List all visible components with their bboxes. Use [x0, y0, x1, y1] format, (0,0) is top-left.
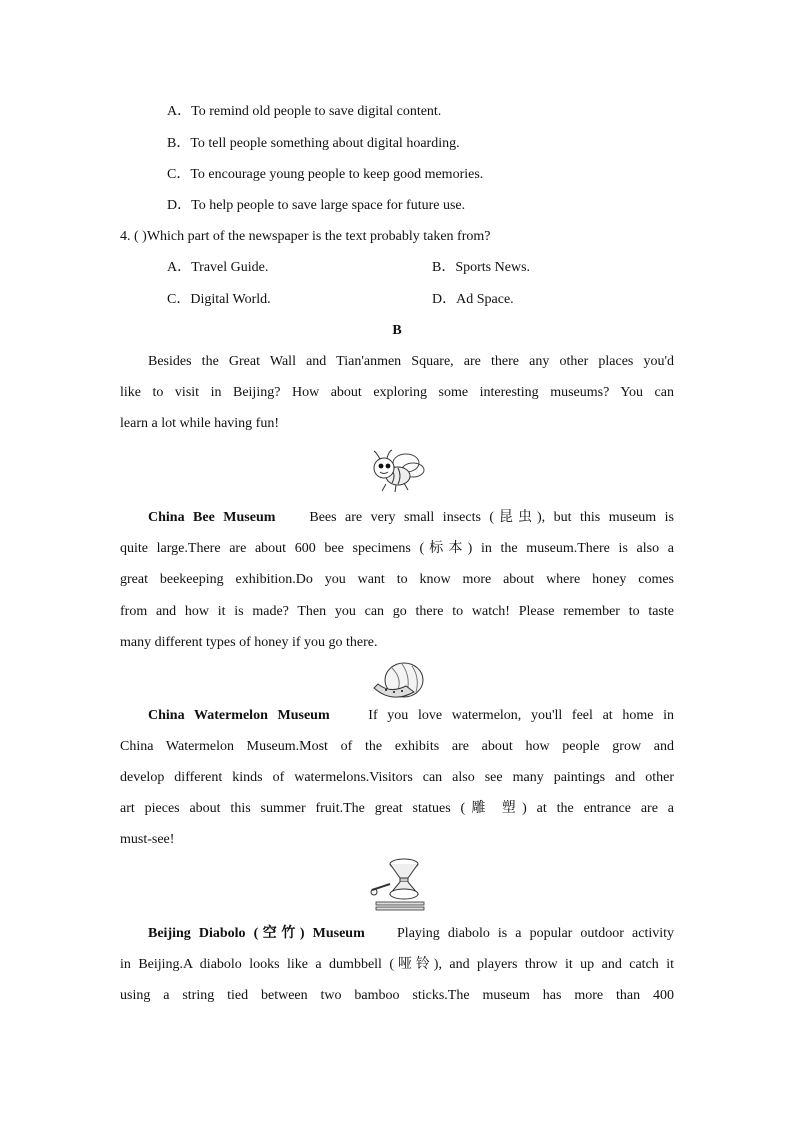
- bee-paragraph-line-3: great beekeeping exhibition.Do you want to know more about where honey comes: [120, 572, 674, 587]
- q4-option-c: C．Digital World.: [167, 292, 271, 307]
- watermelon-paragraph-line-5: must-see!: [120, 832, 175, 847]
- q3-option-d: D．To help people to save large space for future use.: [167, 198, 466, 213]
- intro-line-2: like to visit in Beijing? How about exploring some interesting museums? You can: [120, 385, 674, 400]
- diabolo-paragraph-line-3: using a string tied between two bamboo sticks.The museum has more than 400: [120, 988, 674, 1003]
- bee-paragraph-line-2: quite large.There are about 600 bee specimens (标本) in the museum.There is also a: [120, 541, 674, 556]
- bee-paragraph-line-1: China Bee Museum Bees are very small insects (昆虫), but this museum is: [148, 510, 674, 525]
- q3-option-c: C．To encourage young people to keep good memories.: [167, 167, 484, 182]
- q4-option-a: A．Travel Guide.: [167, 260, 269, 275]
- q4-option-b: B．Sports News.: [432, 260, 531, 275]
- watermelon-museum-title: China Watermelon Museum: [148, 708, 330, 723]
- diabolo-paragraph-line-1: Beijing Diabolo (空竹) Museum Playing diabolo is a popular outdoor activity: [148, 926, 675, 941]
- q3-option-b: B．To tell people something about digital hoarding.: [167, 136, 460, 151]
- diabolo-paragraph-line-2: in Beijing.A diabolo looks like a dumbbell (哑铃), and players throw it up and catch it: [120, 957, 674, 972]
- diabolo-illustration-icon: [366, 856, 430, 914]
- q3-option-a: A．To remind old people to save digital content.: [167, 104, 442, 119]
- bee-paragraph-line-4: from and how it is made? Then you can go there to watch! Please remember to taste: [120, 604, 674, 619]
- watermelon-paragraph-line-2: China Watermelon Museum.Most of the exhibits are about how people grow and: [120, 739, 674, 754]
- q4-option-d: D．Ad Space.: [432, 292, 514, 307]
- q4-stem: 4. ( )Which part of the newspaper is the text probably taken from?: [120, 229, 491, 244]
- section-heading: B: [392, 323, 402, 338]
- bee-paragraph-line-5: many different types of honey if you go there.: [120, 635, 378, 650]
- watermelon-paragraph-line-4: art pieces about this summer fruit.The great statues (雕 塑) at the entrance are a: [120, 801, 674, 816]
- bee-museum-title: China Bee Museum: [148, 510, 276, 525]
- diabolo-museum-title: Beijing Diabolo (空竹) Museum: [148, 926, 365, 941]
- intro-line-3: learn a lot while having fun!: [120, 416, 280, 431]
- intro-line-1: Besides the Great Wall and Tian'anmen Square, are there any other places you'd: [148, 354, 674, 369]
- bee-illustration-icon: [368, 446, 426, 494]
- watermelon-paragraph-line-1: China Watermelon Museum If you love watermelon, you'll feel at home in: [148, 708, 674, 723]
- watermelon-paragraph-line-3: develop different kinds of watermelons.Visitors can also see many paintings and other: [120, 770, 674, 785]
- watermelon-illustration-icon: [370, 660, 426, 702]
